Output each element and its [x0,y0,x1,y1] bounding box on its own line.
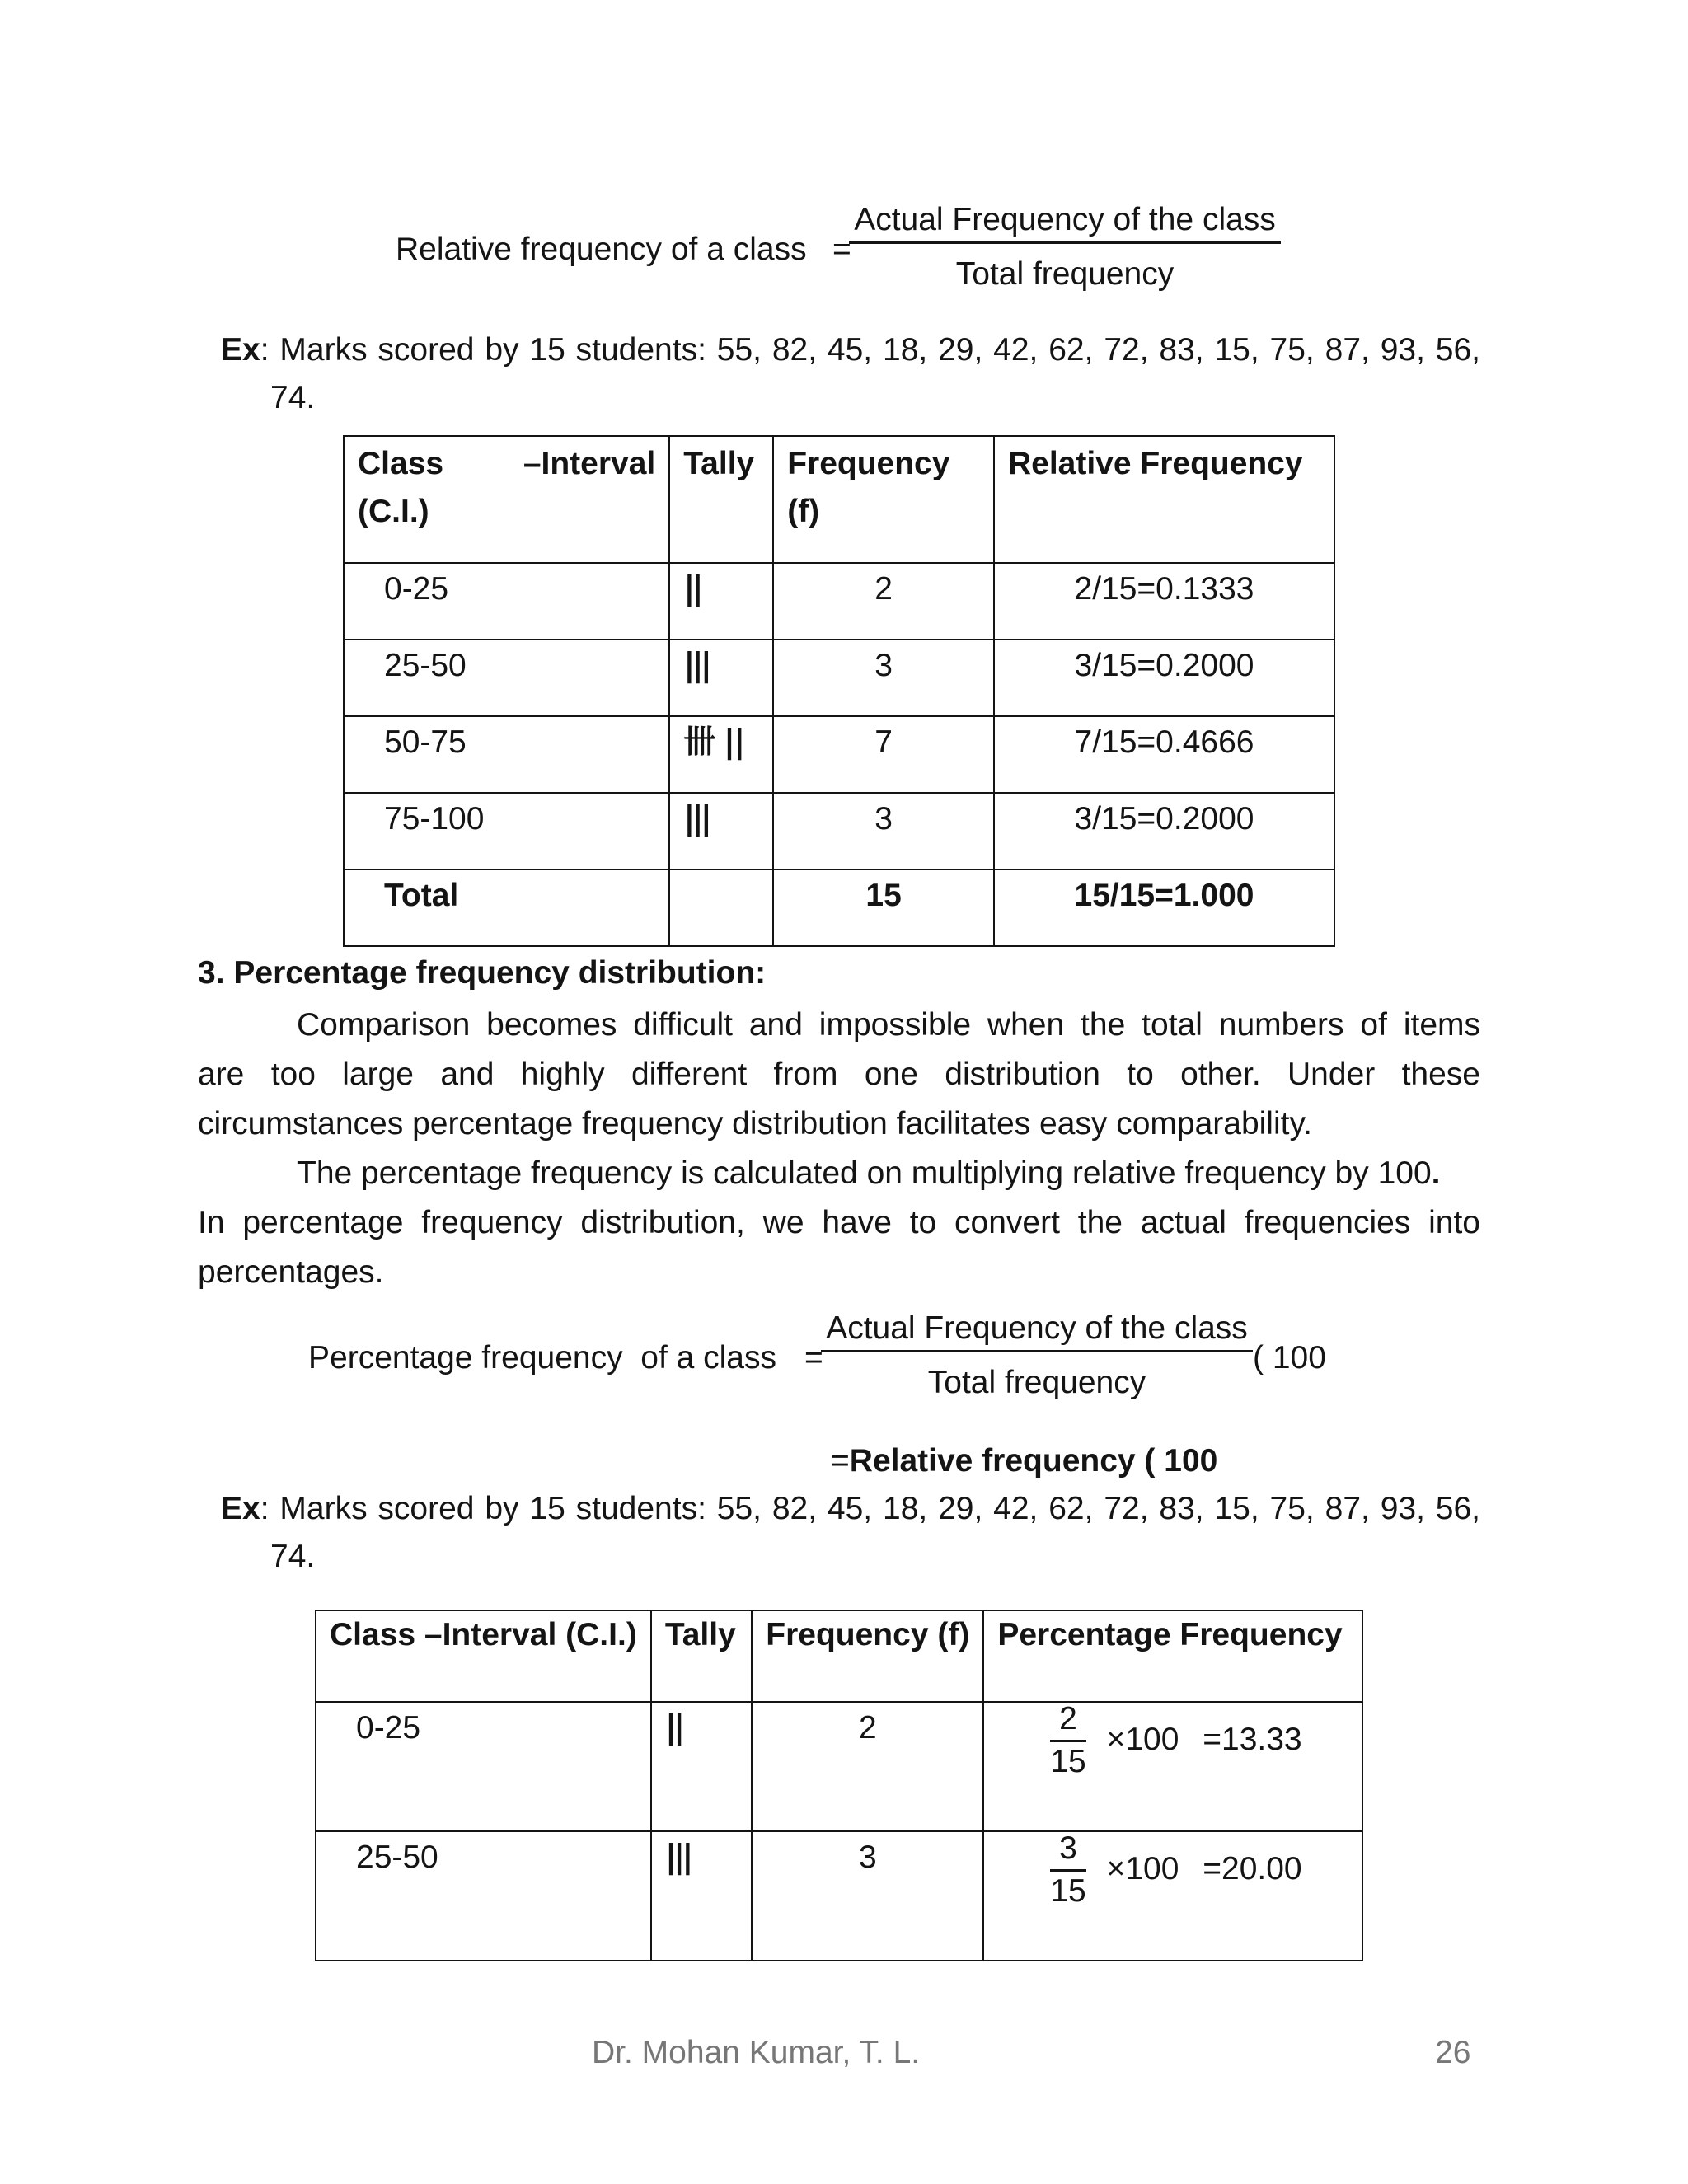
table1-total-row [344,869,1334,946]
table2-fraction-bar [1050,1740,1085,1742]
example1-line1 [221,331,1480,370]
table-row [316,1831,1362,1961]
table2-fraction-den: 15 [1050,1872,1086,1909]
formula2-multiplier: ( 100 [1253,1340,1326,1376]
table2-ci: 0-25 [356,1710,421,1746]
table1-ci: 75-100 [384,801,485,837]
table2-fraction-bar [1050,1869,1085,1872]
table2-header-frequency: Frequency (f) [766,1617,970,1652]
formula1-numerator: Actual Frequency of the class [854,202,1276,237]
table2-result: =20.00 [1203,1850,1302,1886]
table1-header-interval: –Interval [523,446,656,481]
table2-fraction-num: 2 [1059,1701,1077,1736]
example2-line2: 74. [270,1539,316,1574]
table1-tally: ||| [683,800,709,837]
table-row [344,793,1334,869]
table1-tally: ||| [683,647,709,684]
table2-frequency: 2 [858,1710,877,1746]
table2-header-percentage: Percentage Frequency [997,1617,1343,1652]
table1-total-frequency: 15 [865,878,902,913]
formula1-label: Relative frequency of a class [396,232,807,267]
section3-p2-line: In percentage frequency distribution, we have to convert the actual frequencies into [198,1205,1480,1240]
table-row [344,640,1334,716]
section3-p2-period: . [1431,1155,1441,1191]
example1-line2: 74. [270,380,316,415]
table2-header-tally: Tally [664,1617,736,1652]
table1-frequency: 7 [874,724,893,760]
table1-frequency: 3 [874,648,893,683]
table1-header-f: (f) [787,494,820,529]
example1-ex: Ex [221,332,260,368]
table1-relative: 7/15=0.4666 [1074,724,1254,760]
formula1-denominator: Total frequency [955,255,1175,292]
formula2-numerator: Actual Frequency of the class [826,1310,1248,1346]
section3-paragraph2 [198,1149,1480,1297]
formula1-equals: = [832,232,851,267]
table1-total-label: Total [384,878,459,913]
relative-frequency-table [343,435,1335,947]
table1-total-relative: 15/15=1.000 [1074,878,1254,913]
table2-fraction-den: 15 [1050,1743,1086,1779]
table2-header-class: Class –Interval (C.I.) [330,1617,637,1652]
table-row [344,716,1334,793]
table1-total-tally [670,870,772,877]
formula2-label: Percentage frequency of a class [308,1340,776,1376]
table1-relative: 3/15=0.2000 [1074,648,1254,683]
page-number: 26 [1435,2035,1471,2070]
table1-relative: 2/15=0.1333 [1074,571,1254,607]
table2-header-row [316,1610,1362,1702]
table1-header-tally: Tally [683,446,755,481]
table1-ci: 0-25 [384,571,449,607]
section3-p2-line: percentages. [198,1254,384,1290]
table2-result: =13.33 [1203,1721,1302,1757]
table1-header-class: Class [358,446,444,481]
table2-percentage [984,1832,1362,1912]
section3-title: 3. Percentage frequency distribution: [198,955,767,991]
section3-p1-line: circumstances percentage frequency distribution facilitates easy comparability. [198,1106,1312,1141]
section3-p2-first: The percentage frequency is calculated on multiplying relative frequency by 100 [297,1155,1432,1191]
table2-fraction [1050,1703,1085,1779]
table1-header-row [344,436,1334,563]
example2-text: : Marks scored by 15 students: 55, 82, 45, 18, 29, 42, 62, 72, 83, 15, 75, 87, 93, 56, [260,1491,1480,1526]
table1-header-frequency: Frequency [787,446,950,481]
formula2-equals: = [804,1340,823,1376]
formula2-result-equals: = [831,1443,850,1479]
table-row [344,563,1334,640]
formula2-result-text: Relative frequency ( 100 [849,1443,1218,1479]
table2-fraction-num: 3 [1059,1830,1077,1866]
section3-p1-line: Comparison becomes difficult and impossible when the total numbers of items [297,1007,1480,1043]
table2-tally: || [664,1709,682,1746]
table2-tally: ||| [664,1839,691,1876]
section3-p2-line [198,1149,1480,1198]
formula2-fraction [821,1310,1253,1403]
example1-text: : Marks scored by 15 students: 55, 82, 45, 18, 29, 42, 62, 72, 83, 15, 75, 87, 93, 56, [260,332,1480,368]
table2-multiplier: ×100 [1106,1850,1179,1886]
table2-fraction [1050,1832,1085,1909]
example2-line1 [221,1490,1480,1529]
table1-ci: 25-50 [384,648,467,683]
formula2-denominator: Total frequency [927,1364,1146,1400]
example2-ex: Ex [221,1491,260,1526]
table1-header-ci: (C.I.) [358,494,429,529]
table2-percentage [984,1703,1362,1783]
formula2-result [831,1442,1217,1481]
table-row [316,1702,1362,1831]
table2-frequency: 3 [858,1840,877,1875]
table1-tally: || [683,570,701,607]
percentage-frequency-table [315,1610,1363,1961]
footer-author: Dr. Mohan Kumar, T. L. [592,2035,921,2070]
table1-relative: 3/15=0.2000 [1074,801,1254,837]
table2-ci: 25-50 [356,1840,438,1875]
table1-ci: 50-75 [384,724,467,760]
section3-paragraph1 [198,1001,1480,1149]
table1-header-relative: Relative Frequency [1007,446,1303,481]
formula1-fraction [849,201,1281,294]
table1-frequency: 2 [874,571,893,607]
table2-multiplier: ×100 [1106,1721,1179,1757]
table1-frequency: 3 [874,801,893,837]
section3-p1-line: are too large and highly different from one distribution to other. Under these [198,1057,1480,1092]
table1-tally: 卌 || [683,724,744,761]
